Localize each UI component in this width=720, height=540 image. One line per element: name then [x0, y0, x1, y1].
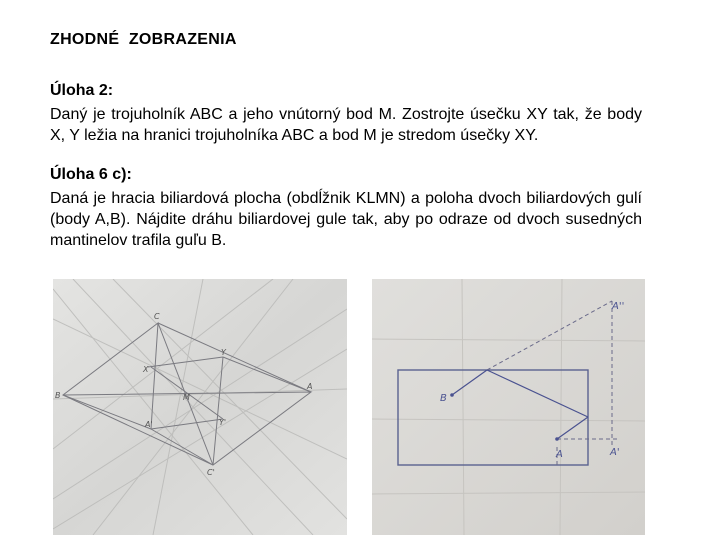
label-y: Y — [221, 348, 226, 357]
task-6c-text: Daná je hracia biliardová plocha (obdĺžnik KLMN) a poloha dvoch biliardových gulí (body A,B). Nájdite dráhu biliardovej gule tak, aby po odraze od dvoch susedných mantinelov trafila guľu B. — [50, 190, 642, 249]
billiard-table-photo — [372, 279, 645, 535]
task-2-heading: Úloha 2: — [50, 82, 114, 99]
task-6c-heading: Úloha 6 c): — [50, 166, 132, 183]
label-b: B — [440, 393, 447, 404]
label-c-prime: C' — [207, 468, 215, 477]
label-a: A — [307, 382, 313, 391]
label-y-prime: Y' — [219, 418, 227, 427]
label-a-prime: A' — [145, 420, 153, 429]
page-title: ZHODNÉ ZOBRAZENIA — [50, 31, 237, 48]
folded-paper-triangle-photo — [53, 279, 347, 535]
label-x: X — [143, 365, 149, 374]
label-b: B — [55, 391, 61, 400]
label-a-prime: A' — [610, 447, 620, 458]
task-2-text: Daný je trojuholník ABC a jeho vnútorný bod M. Zostrojte úsečku XY tak, že body X, Y ležia na hranici trojuholníka ABC a bod M je stredom úsečky XY. — [50, 106, 642, 144]
billiard-drawing — [372, 279, 645, 535]
paper-fold-drawing — [53, 279, 347, 535]
label-m: M — [183, 393, 190, 402]
label-a-double-prime: A'' — [612, 301, 625, 312]
label-c: C — [154, 312, 160, 321]
label-a: A — [556, 449, 563, 460]
